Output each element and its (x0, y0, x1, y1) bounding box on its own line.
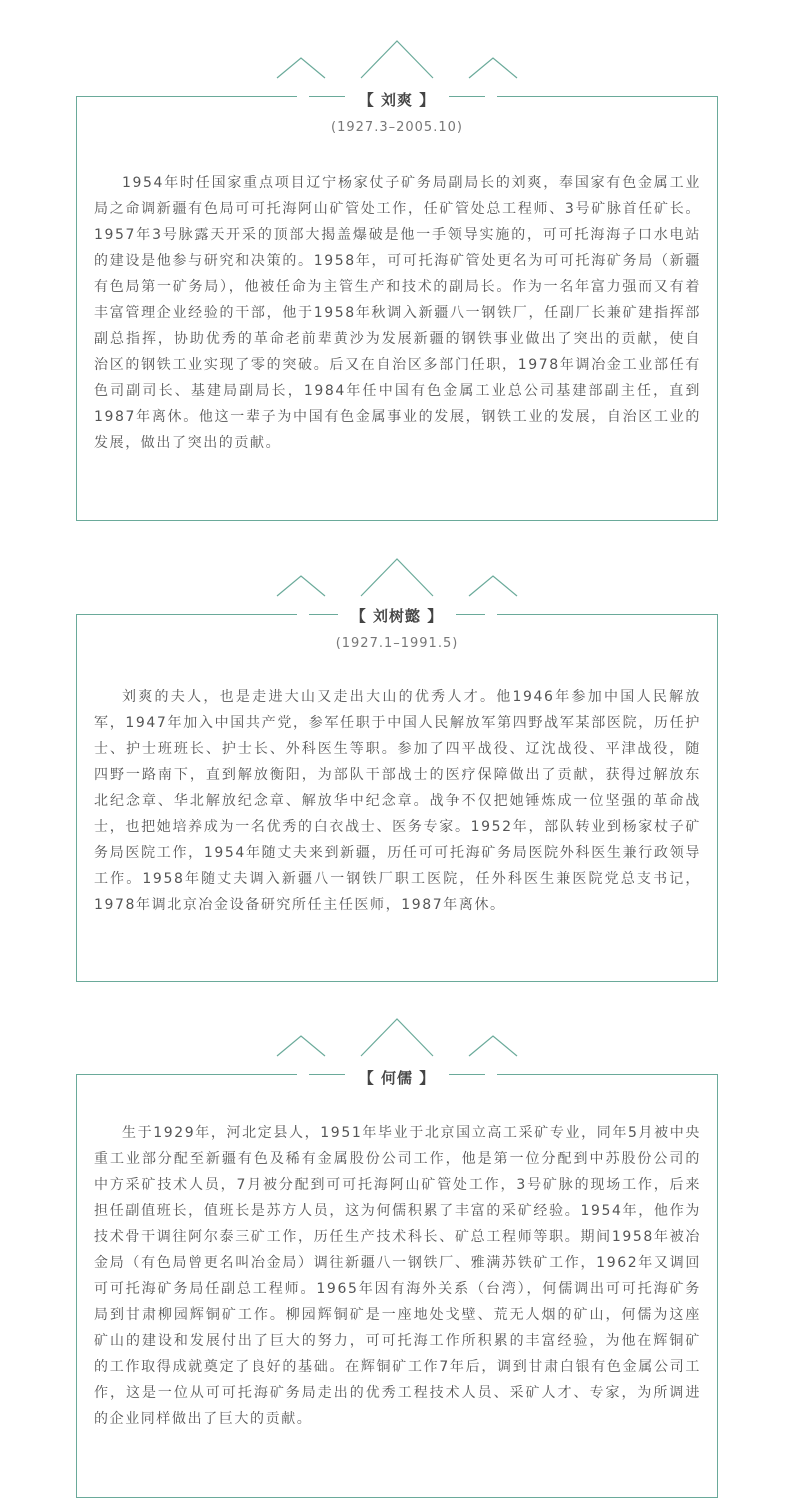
section-title: 【 刘树懿 】 (350, 607, 444, 625)
biography-text: 1954年时任国家重点项目辽宁杨家仗子矿务局副局长的刘爽，奉国家有色金属工业局之命调新疆有色局可可托海阿山矿管处工作，任矿管处总工程师、3号矿脉首任矿长。1957年3号脉露天开采的顶部大揭盖爆破是他一手领导实施的，可可托海海子口水电站的建设是他参与研究和决策的。1958年，可可托海矿管处更名为可可托海矿务局（新疆有色局第一矿务局），他被任命为主管生产和技术的副局长。作为一名年富力强而又有着丰富管理企业经验的干部，他于1958年秋调入新疆八一钢铁厂，任副厂长兼矿建指挥部副总指挥，协助优秀的革命老前辈黄沙为发展新疆的钢铁事业做出了突出的贡献，使自治区的钢铁工业实现了零的突破。后又在自治区多部门任职，1978年调冶金工业部任有色司副司长、基建局副局长，1984年任中国有色金属工业总公司基建部副主任，直到1987年离休。他这一辈子为中国有色金属事业的发展，钢铁工业的发展，自治区工业的发展，做出了突出的贡献。 (94, 175, 701, 451)
biography-text: 刘爽的夫人，也是走进大山又走出大山的优秀人才。他1946年参加中国人民解放军，1947年加入中国共产党，参军任职于中国人民解放军第四野战军某部医院，历任护士、护士班班长、护士长、外科医生等职。参加了四平战役、辽沈战役、平津战役，随四野一路南下，直到解放衡阳，为部队干部战士的医疗保障做出了贡献，获得过解放东北纪念章、华北解放纪念章、解放华中纪念章。战争不仅把她锤炼成一位坚强的革命战士，也把她培养成为一名优秀的白衣战士、医务专家。1952年，部队转业到杨家杖子矿务局医院工作，1954年随丈夫来到新疆，历任可可托海矿务局医院外科医生兼行政领导工作。1958年随丈夫调入新疆八一钢铁厂职工医院，任外科医生兼医院党总支书记，1978年调北京冶金设备研究所任主任医师，1987年离休。 (94, 689, 701, 913)
biography-text: 生于1929年，河北定县人，1951年毕业于北京国立高工采矿专业，同年5月被中央重工业部分配至新疆有色及稀有金属股份公司工作，他是第一位分配到中苏股份公司的中方采矿技术人员，7月被分配到可可托海阿山矿管处工作，3号矿脉的现场工作，后来担任副值班长，值班长是苏方人员，这为何儒积累了丰富的采矿经验。1954年，他作为技术骨干调往阿尔泰三矿工作，历任生产技术科长、矿总工程师等职。期间1958年被冶金局（有色局曾更名叫冶金局）调往新疆八一钢铁厂、雅满苏铁矿工作，1962年又调回可可托海矿务局任副总工程师。1965年因有海外关系（台湾），何儒调出可可托海矿务局到甘肃柳园辉铜矿工作。柳园辉铜矿是一座地处戈壁、荒无人烟的矿山，何儒为这座矿山的建设和发展付出了巨大的努力，可可托海工作所积累的丰富经验，为他在辉铜矿的工作取得成就奠定了良好的基础。在辉铜矿工作7年后，调到甘肃白银有色金属公司工作，这是一位从可可托海矿务局走出的优秀工程技术人员、采矿人才、专家，为所调进的企业同样做出了巨大的贡献。 (94, 1125, 701, 1427)
mountain-ornament-icon (0, 1014, 794, 1074)
section-title: 【 刘爽 】 (358, 91, 436, 109)
mountain-ornament-icon (0, 36, 794, 96)
life-dates: (1927.3–2005.10) (331, 120, 463, 135)
life-dates: (1927.1–1991.5) (335, 636, 459, 651)
section-title: 【 何儒 】 (358, 1069, 436, 1087)
